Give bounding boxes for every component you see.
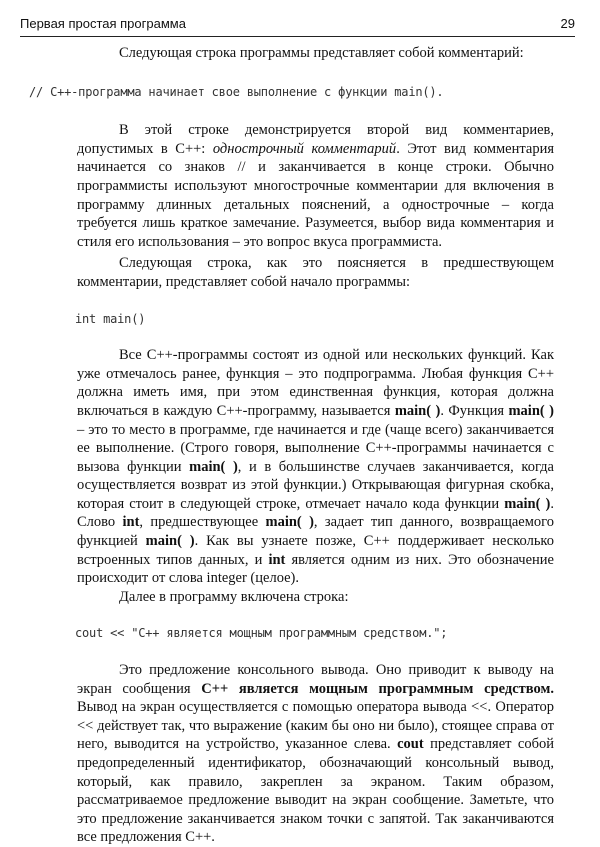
code-cout-statement: cout << "С++ является мощным программным средством."; (75, 626, 448, 641)
paragraph-3: Следующая строка, как это поясняется в предшествующем комментарии, представляет собой начало программы: (77, 255, 554, 290)
bold-message: С++ является мощным программным средством. (201, 680, 554, 697)
code-comment-line: // С++-программа начинает свое выполнение с функции main(). (29, 84, 444, 99)
paragraph-5: Далее в программу включена строка: (119, 588, 349, 605)
paragraph-4: Все С++-программы состоят из одной или нескольких функций. Как уже отмечалось ранее, функция – это подпрограмма. Любая функция С++ должна иметь имя, при этом единственная функция, которая должна включаться в каждую С++-программу, называется main( ). Функция main( ) – это то место в программе, где начинается и где (чаще всего) заканчивается ее выполнение. (Строго говоря, выполнение С++-программы начинается с вызова функции main( ), и в большинстве случаев заканчивается, когда осуществляется возврат из этой функции.) Открывающая фигурная скобка, которая стоит в следующей строке, отмечает начало кода функции main( ). Слово int, предшествующее main( ), задает тип данного, возвращаемого функцией main( ). Как вы узнаете позже, С++ поддерживает несколько встроенных типов данных, и int является одним из них. Это обозначение происходит от слова integer (целое). (77, 347, 554, 587)
page-body (29, 44, 554, 847)
code-main-signature: int main() (75, 311, 146, 326)
page-number: 29 (560, 16, 575, 31)
paragraph-6: Это предложение консольного вывода. Оно приводит к выводу на экран сообщения С++ является мощным программным средством. Вывод на экран осуществляется с помощью оператора вывода <<. Оператор << действует так, что выражение (каким бы оно ни было), стоящее справа от него, выводится на устройство, указанное слева. cout представляет собой предопределенный идентификатор, обозначающий консольный вывод, который, как правило, закреплен за экраном. Таким образом, рассматриваемое предложение выводит на экран сообщение. Заметьте, что это предложение заканчивается знаком точки с запятой. Так заканчиваются все предложения С++. (77, 662, 554, 846)
page-header (20, 14, 575, 37)
paragraph-2: В этой строке демонстрируется второй вид комментариев, допустимых в С++: однострочный комментарий. Этот вид комментария начинается со знаков // и заканчивается в конце строки. Обычно программисты используют многострочные комментарии для включения в программу длинных детальных пояснений, а однострочные – когда требуется лишь краткое замечание. Разумеется, выбор вида комментария и стиля его использования – это вопрос вкуса программиста. (77, 122, 554, 250)
running-title: Первая простая программа (20, 16, 186, 31)
paragraph-1: Следующая строка программы представляет собой комментарий: (119, 45, 524, 61)
emphasis-single-line-comment: однострочный комментарий (212, 140, 397, 157)
